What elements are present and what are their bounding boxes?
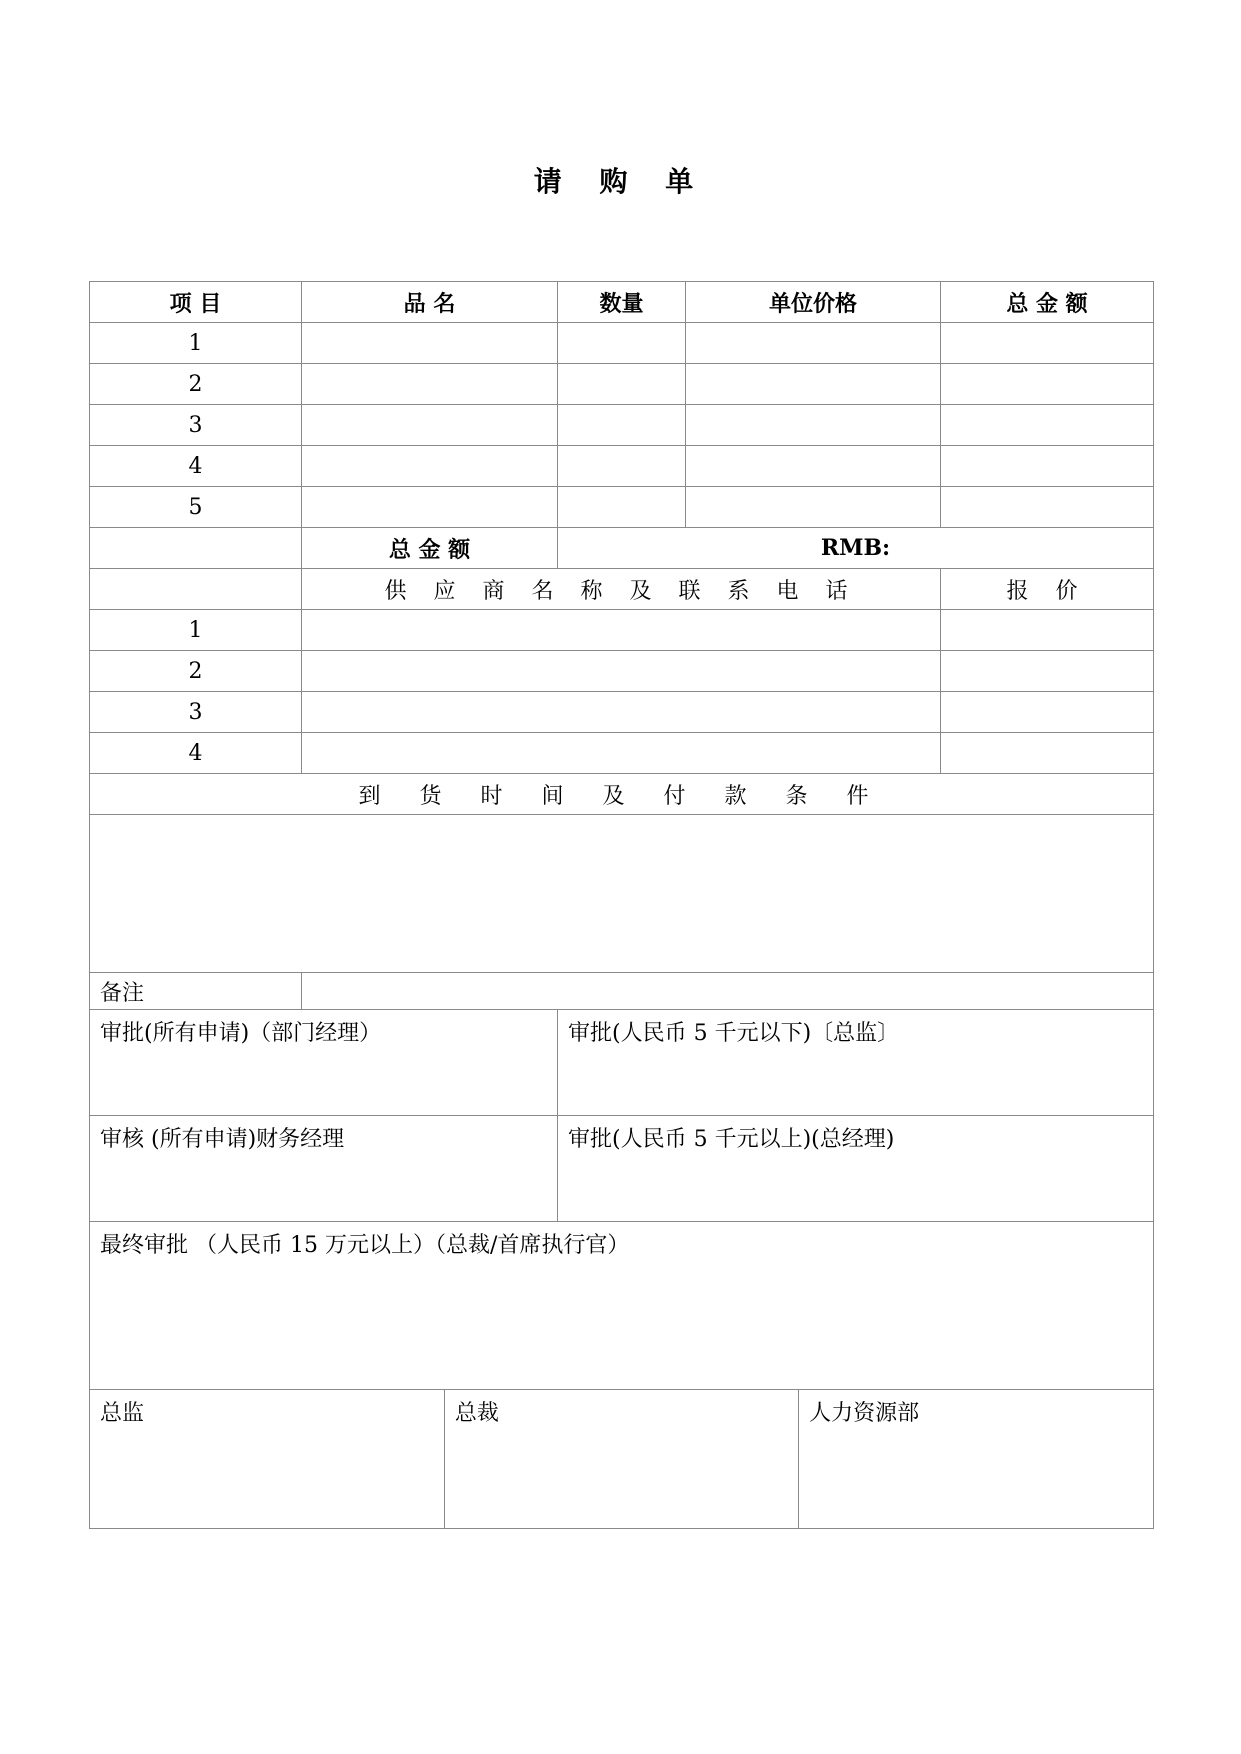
- quote-header: 报 价: [941, 569, 1154, 610]
- supplier-row: [90, 651, 1154, 692]
- item-row: [90, 405, 1154, 446]
- supplier-name-header: 供 应 商 名 称 及 联 系 电 话: [302, 569, 941, 610]
- final-approval[interactable]: 最终审批 （人民币 15 万元以上）（总裁/首席执行官）: [90, 1222, 1154, 1390]
- signature-row: [90, 1390, 1154, 1529]
- item-quantity-cell[interactable]: [558, 487, 686, 528]
- item-number: 4: [90, 446, 302, 487]
- purchase-request-form: [89, 281, 1154, 1529]
- item-total-cell[interactable]: [941, 364, 1154, 405]
- item-product-name-cell[interactable]: [302, 446, 558, 487]
- delivery-terms-label: 到 货 时 间 及 付 款 条 件: [90, 774, 1154, 815]
- item-unit-price-cell[interactable]: [686, 487, 941, 528]
- item-quantity-cell[interactable]: [558, 364, 686, 405]
- supplier-number: 2: [90, 651, 302, 692]
- supplier-row: [90, 692, 1154, 733]
- total-blank-cell: [90, 528, 302, 569]
- item-row: [90, 487, 1154, 528]
- supplier-name-cell[interactable]: [302, 610, 941, 651]
- supplier-quote-cell[interactable]: [941, 692, 1154, 733]
- supplier-number: 1: [90, 610, 302, 651]
- item-total-cell[interactable]: [941, 446, 1154, 487]
- signature-director[interactable]: 总监: [90, 1390, 444, 1528]
- items-header-row: [90, 282, 1154, 323]
- item-quantity-cell[interactable]: [558, 405, 686, 446]
- supplier-quote-cell[interactable]: [941, 733, 1154, 774]
- supplier-name-cell[interactable]: [302, 692, 941, 733]
- remarks-row: [90, 973, 1154, 1010]
- header-unit-price: 单位价格: [686, 282, 941, 323]
- delivery-header-row: [90, 774, 1154, 815]
- total-amount-rmb[interactable]: RMB:: [558, 528, 1154, 569]
- item-total-cell[interactable]: [941, 405, 1154, 446]
- item-number: 5: [90, 487, 302, 528]
- remarks-cell[interactable]: [302, 973, 1154, 1010]
- header-item: 项 目: [90, 282, 302, 323]
- item-total-cell[interactable]: [941, 487, 1154, 528]
- item-row: [90, 364, 1154, 405]
- supplier-name-cell[interactable]: [302, 651, 941, 692]
- supplier-name-cell[interactable]: [302, 733, 941, 774]
- item-product-name-cell[interactable]: [302, 323, 558, 364]
- final-approval-row: [90, 1222, 1154, 1390]
- item-product-name-cell[interactable]: [302, 364, 558, 405]
- supplier-header-row: [90, 569, 1154, 610]
- item-unit-price-cell[interactable]: [686, 323, 941, 364]
- delivery-terms-area[interactable]: [90, 815, 1154, 973]
- approval-dept-manager[interactable]: 审批(所有申请)（部门经理）: [90, 1010, 558, 1116]
- header-total-amount: 总 金 额: [941, 282, 1154, 323]
- signature-hr[interactable]: 人力资源部: [809, 1401, 920, 1426]
- item-product-name-cell[interactable]: [302, 487, 558, 528]
- approval-general-manager[interactable]: 审批(人民币 5 千元以上)(总经理): [558, 1116, 1154, 1222]
- item-quantity-cell[interactable]: [558, 446, 686, 487]
- total-amount-row: [90, 528, 1154, 569]
- signature-table: [90, 1390, 1153, 1528]
- item-unit-price-cell[interactable]: [686, 364, 941, 405]
- item-number: 2: [90, 364, 302, 405]
- item-quantity-cell[interactable]: [558, 323, 686, 364]
- item-total-cell[interactable]: [941, 323, 1154, 364]
- supplier-number: 4: [90, 733, 302, 774]
- supplier-quote-cell[interactable]: [941, 651, 1154, 692]
- supplier-number: 3: [90, 692, 302, 733]
- item-row: [90, 323, 1154, 364]
- approval-row-2: [90, 1116, 1154, 1222]
- supplier-row: [90, 610, 1154, 651]
- header-product-name: 品 名: [302, 282, 558, 323]
- item-product-name-cell[interactable]: [302, 405, 558, 446]
- remarks-label: 备注: [90, 973, 302, 1010]
- item-unit-price-cell[interactable]: [686, 405, 941, 446]
- approval-director[interactable]: 审批(人民币 5 千元以下)〔总监〕: [558, 1010, 1154, 1116]
- item-row: [90, 446, 1154, 487]
- approval-finance-manager[interactable]: 审核 (所有申请)财务经理: [90, 1116, 558, 1222]
- supplier-row: [90, 733, 1154, 774]
- approval-row-1: [90, 1010, 1154, 1116]
- supplier-quote-cell[interactable]: [941, 610, 1154, 651]
- item-number: 1: [90, 323, 302, 364]
- supplier-blank-cell: [90, 569, 302, 610]
- header-quantity: 数量: [558, 282, 686, 323]
- total-amount-label: 总 金 额: [302, 528, 558, 569]
- delivery-terms-row: [90, 815, 1154, 973]
- item-number: 3: [90, 405, 302, 446]
- signature-president[interactable]: 总裁: [444, 1390, 798, 1528]
- page-title: 请 购 单: [533, 165, 708, 198]
- item-unit-price-cell[interactable]: [686, 446, 941, 487]
